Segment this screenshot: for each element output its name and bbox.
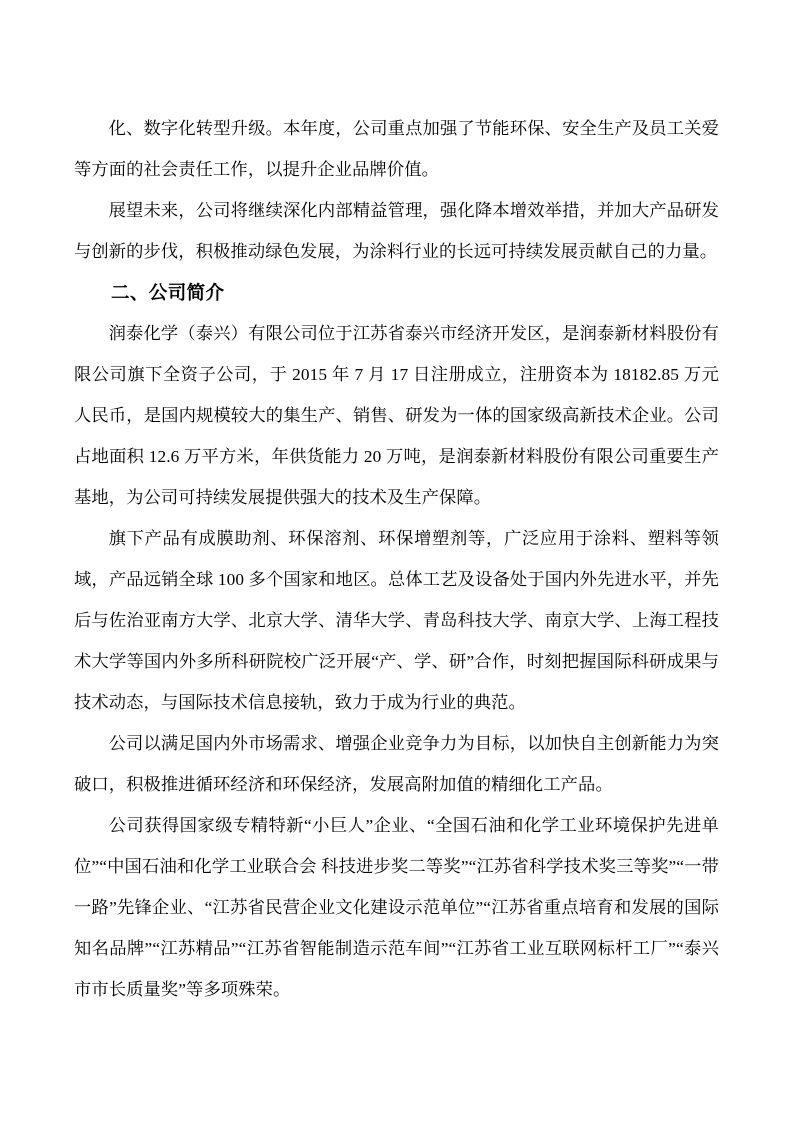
document-body xyxy=(74,108,719,1010)
paragraph-products: 旗下产品有成膜助剂、环保溶剂、环保增塑剂等，广泛应用于涂料、塑料等领域，产品远销全球 100 多个国家和地区。总体工艺及设备处于国内外先进水平，并先后与佐治亚南方大学、北京大学、清华大学、青岛科技大学、南京大学、上海工程技术大学等国内外多所科研院校广泛开展“产、学、研”合作，时刻把握国际科研成果与技术动态，与国际技术信息接轨，致力于成为行业的典范。 xyxy=(74,529,719,712)
paragraph-outlook: 展望未来，公司将继续深化内部精益管理，强化降本增效举措，并加大产品研发与创新的步伐，积极推动绿色发展，为涂料行业的长远可持续发展贡献自己的力量。 xyxy=(74,201,719,261)
paragraph-company-overview: 润泰化学（泰兴）有限公司位于江苏省泰兴市经济开发区，是润泰新材料股份有限公司旗下全资子公司，于 2015 年 7 月 17 日注册成立，注册资本为 18182.85 万元人民币，是国内规模较大的集生产、销售、研发为一体的国家级高新技术企业。公司占地面积 12.6 万平方米，年供货能力 20 万吨，是润泰新材料股份有限公司重要生产基地，为公司可持续发展提供强大的技术及生产保障。 xyxy=(74,324,719,507)
paragraph-awards: 公司获得国家级专精特新“小巨人”企业、“全国石油和化学工业环境保护先进单位”“中国石油和化学工业联合会 科技进步奖二等奖”“江苏省科学技术奖三等奖”“一带一路”先锋企业、“江苏省民营企业文化建设示范单位”“江苏省重点培育和发展的国际知名品牌”“江苏精品”“江苏省智能制造示范车间”“江苏省工业互联网标杆工厂”“泰兴市市长质量奖”等多项殊荣。 xyxy=(74,816,719,999)
paragraph-strategy: 公司以满足国内外市场需求、增强企业竞争力为目标，以加快自主创新能力为突破口，积极推进循环经济和环保经济，发展高附加值的精细化工产品。 xyxy=(74,734,719,794)
section-heading: 二、公司简介 xyxy=(111,282,225,303)
paragraph-continuation: 化、数字化转型升级。本年度，公司重点加强了节能环保、安全生产及员工关爱等方面的社会责任工作，以提升企业品牌价值。 xyxy=(74,119,719,179)
